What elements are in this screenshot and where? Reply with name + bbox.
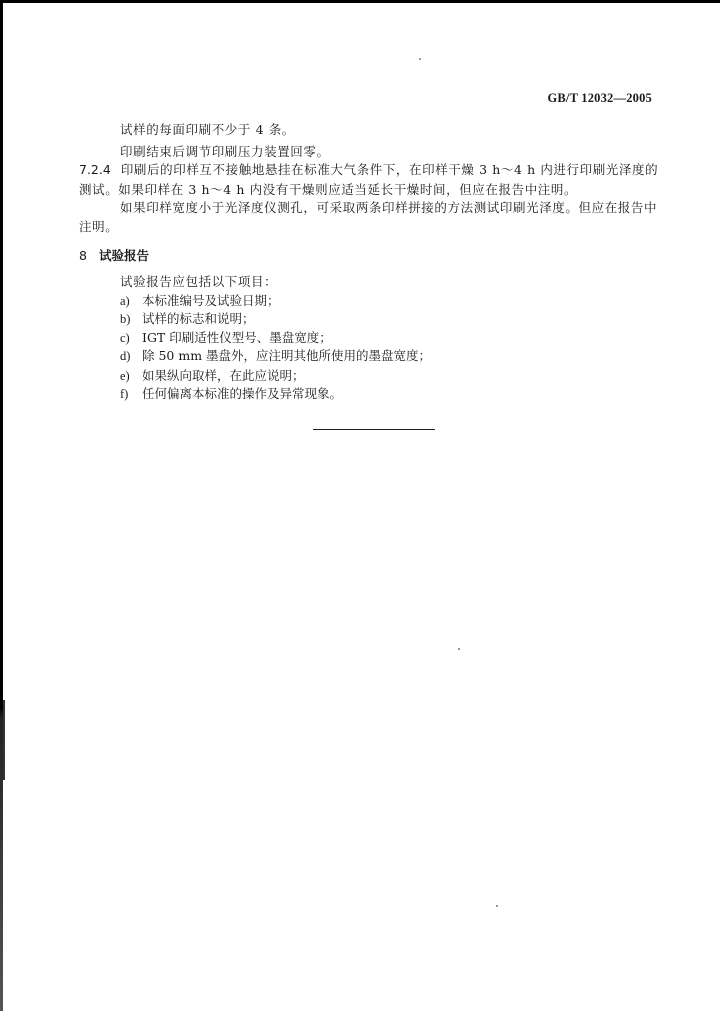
clause-7-2-4-line2: 测试。如果印样在 3 h～4 h 内没有干燥则应适当延长干燥时间，但应在报告中注明。: [79, 182, 578, 197]
list-marker: c): [120, 331, 130, 345]
paragraph-splice-line2: 注明。: [79, 219, 119, 234]
list-text: 任何偏离本标准的操作及异常现象。: [142, 386, 343, 401]
list-text: 试样的标志和说明；: [142, 311, 255, 326]
list-marker: e): [120, 369, 130, 383]
list-item: [120, 309, 255, 329]
section-title: 试验报告: [99, 248, 150, 263]
paragraph-print-count: 试样的每面印刷不少于 4 条。: [120, 122, 295, 137]
list-marker: f): [120, 387, 129, 401]
list-item: [120, 346, 431, 366]
scan-artifact: [3, 700, 5, 780]
list-item: [120, 291, 280, 311]
list-text: IGT 印刷适性仪型号、墨盘宽度；: [142, 330, 332, 345]
list-marker: d): [120, 349, 131, 363]
list-marker: b): [120, 312, 131, 326]
clause-text: 印刷后的印样互不接触地悬挂在标准大气条件下，在印样干燥 3 h～4 h 内进行印刷光泽度的: [120, 162, 659, 177]
scan-speck: [458, 648, 460, 650]
clause-number: 7.2.4: [79, 162, 111, 177]
list-text: 除 50 mm 墨盘外，应注明其他所使用的墨盘宽度；: [142, 348, 432, 363]
list-item: [120, 384, 342, 404]
scan-border-top: [0, 0, 720, 3]
report-intro: 试验报告应包括以下项目：: [120, 274, 278, 289]
clause-7-2-4-line1: [79, 160, 658, 179]
paragraph-pressure-reset: 印刷结束后调节印刷压力装置回零。: [120, 144, 330, 159]
section-number: 8: [79, 248, 87, 263]
standard-code-header: GB/T 12032—2005: [547, 91, 652, 105]
list-text: 本标准编号及试验日期；: [142, 293, 280, 308]
paragraph-splice-line1: 如果印样宽度小于光泽度仪测孔，可采取两条印样拼接的方法测试印刷光泽度。但应在报告中: [120, 200, 658, 215]
list-text: 如果纵向取样，在此应说明；: [142, 368, 305, 383]
section-8-heading: [79, 246, 149, 264]
list-marker: a): [120, 294, 130, 308]
end-of-standard-rule: [313, 429, 435, 430]
scan-border-left: [0, 0, 3, 1011]
scan-speck: [496, 905, 498, 907]
list-item: [120, 328, 332, 348]
list-item: [120, 366, 305, 386]
scan-speck: [419, 58, 421, 60]
